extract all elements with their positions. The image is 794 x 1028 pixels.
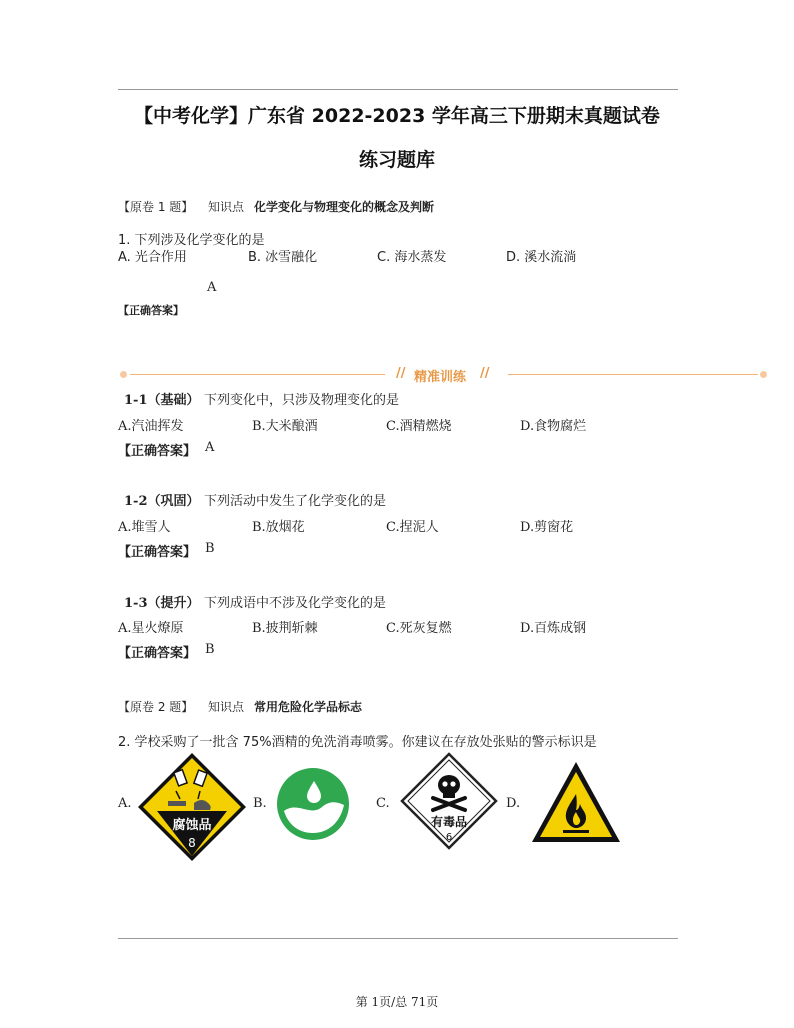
page-number: 第 1页/总 71页: [355, 995, 439, 1009]
p1-stem: 下列变化中，只涉及物理变化的是: [204, 393, 400, 408]
banner-left-line: [130, 374, 385, 375]
bottom-rule: [118, 938, 678, 939]
toxic-sign-icon: [400, 752, 498, 850]
toxic-sign-text: 有毒品: [430, 815, 468, 829]
q1-kp-label: 知识点: [208, 200, 245, 214]
top-rule: [118, 89, 678, 90]
p1-option-b: B.大米酿酒: [252, 419, 318, 434]
q2-option-c-letter: C.: [376, 796, 390, 811]
q1-option-d: D. 溪水流淌: [506, 250, 577, 265]
q1-answer-value: A: [207, 280, 217, 295]
p3-stem: 下列成语中不涉及化学变化的是: [204, 596, 387, 611]
q2-kp-name: 常用危险化学品标志: [254, 700, 363, 714]
p3-option-d: D.百炼成钢: [520, 621, 587, 636]
q1-source-label: 【原卷 1 题】: [118, 200, 194, 214]
p1-option-a: A.汽油挥发: [118, 419, 184, 434]
p1-option-c: C.酒精燃烧: [386, 419, 452, 434]
corrosive-sign-icon: [136, 751, 248, 863]
p2-tag: 1-2（巩固）: [124, 494, 200, 509]
q2-option-a-letter: A.: [118, 796, 132, 811]
p1-tag: 1-1（基础）: [124, 393, 200, 408]
banner-right-line: [508, 374, 758, 375]
p3-tag: 1-3（提升）: [124, 596, 200, 611]
page-title: 【中考化学】广东省 2022-2023 学年高三下册期末真题试卷: [134, 105, 660, 127]
p3-option-a: A.星火燎原: [118, 621, 184, 636]
q2-source-label: 【原卷 2 题】: [118, 700, 194, 714]
banner-right-dot: [760, 371, 767, 378]
corrosive-sign-number: 8: [188, 836, 196, 850]
q2-stem: 2. 学校采购了一批含 75%酒精的免洗消毒喷雾。你建议在存放处张贴的警示标识是: [118, 735, 597, 750]
q2-option-d-letter: D.: [506, 796, 521, 811]
page-subtitle: 练习题库: [358, 149, 435, 171]
p3-answer-label: 【正确答案】: [118, 646, 197, 661]
q2-kp-label: 知识点: [208, 700, 245, 714]
p3-option-b: B.披荆斩棘: [252, 621, 318, 636]
p1-option-d: D.食物腐烂: [520, 419, 587, 434]
p1-answer-label: 【正确答案】: [118, 444, 197, 459]
q1-option-c: C. 海水蒸发: [377, 250, 447, 265]
q1-option-a: A. 光合作用: [118, 250, 187, 265]
p2-answer: B: [205, 541, 215, 556]
p3-option-c: C.死灰复燃: [386, 621, 452, 636]
banner-left-dot: [120, 371, 127, 378]
p2-option-d: D.剪窗花: [520, 520, 574, 535]
q1-stem: 1. 下列涉及化学变化的是: [118, 233, 265, 248]
toxic-sign-number: 6: [445, 832, 453, 843]
p2-option-b: B.放烟花: [252, 520, 305, 535]
banner-slash-right-icon: //: [480, 366, 490, 381]
q1-kp-name: 化学变化与物理变化的概念及判断: [254, 200, 435, 214]
q1-answer-label: 【正确答案】: [118, 304, 184, 317]
banner-slash-left-icon: //: [396, 366, 406, 381]
q2-option-b-letter: B.: [253, 796, 267, 811]
p2-option-a: A.堆雪人: [118, 520, 171, 535]
q1-option-b: B. 冰雪融化: [248, 250, 318, 265]
p2-option-c: C.捏泥人: [386, 520, 439, 535]
corrosive-sign-text: 腐蚀品: [172, 818, 212, 833]
water-saving-sign-icon: [276, 767, 350, 841]
p2-answer-label: 【正确答案】: [118, 545, 197, 560]
p2-stem: 下列活动中发生了化学变化的是: [204, 494, 387, 509]
p3-answer: B: [205, 642, 215, 657]
p1-answer: A: [205, 440, 215, 455]
banner-label: 精准训练: [414, 370, 467, 385]
flammable-sign-icon: [530, 760, 622, 844]
